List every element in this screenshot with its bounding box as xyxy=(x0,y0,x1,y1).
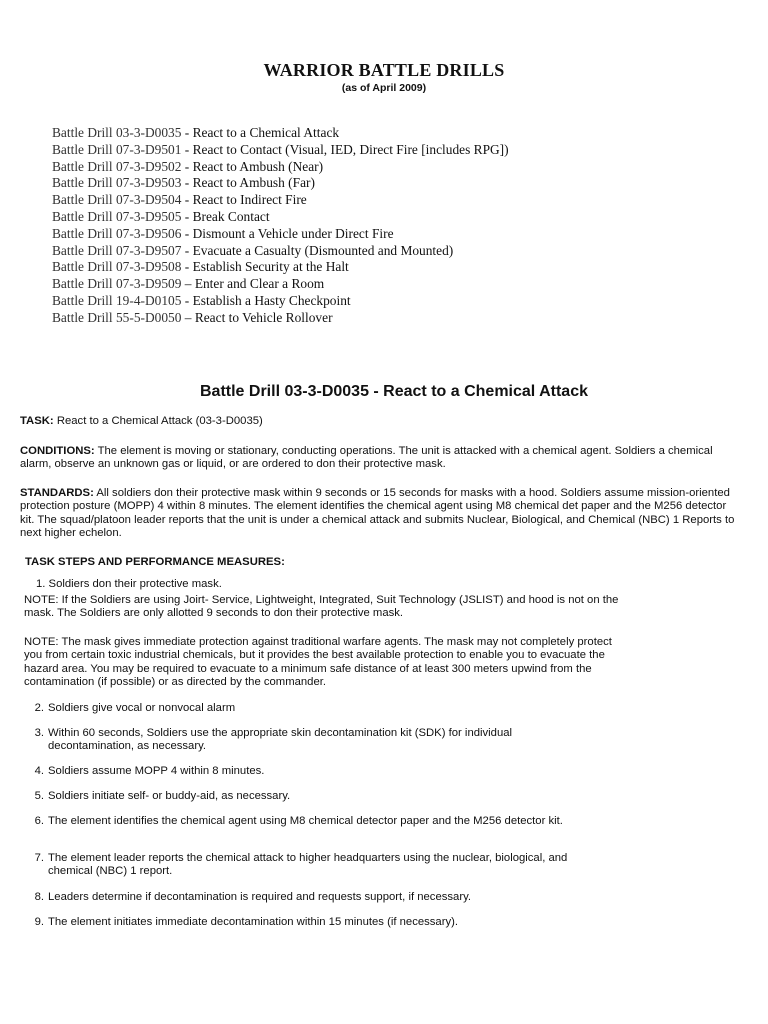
drill-list-item: Battle Drill 07-3-D9505 - Break Contact xyxy=(52,208,270,224)
task-step: 7. The element leader reports the chemical attack to higher headquarters using the nuclear, biological, and chemical (NBC) 1 report. xyxy=(34,852,568,878)
battle-drill-list xyxy=(52,125,752,327)
task-step: 6. The element identifies the chemical agent using M8 chemical detector paper and the M256 detector kit. xyxy=(34,815,563,827)
standards-paragraph xyxy=(20,487,740,541)
step-1: 1. Soldiers don their protective mask. xyxy=(36,578,222,590)
task-step: 9. The element initiates immediate decontamination within 15 minutes (if necessary). xyxy=(34,916,459,928)
drill-list-item: Battle Drill 07-3-D9501 - React to Contact (Visual, IED, Direct Fire [includes RPG]) xyxy=(52,141,509,157)
task-step: 8. Leaders determine if decontamination is required and requests support, if necessary. xyxy=(34,891,472,903)
conditions-label: CONDITIONS: xyxy=(20,445,95,457)
task-paragraph xyxy=(20,415,740,428)
drill-list-item: Battle Drill 55-5-D0050 – React to Vehicle Rollover xyxy=(52,309,333,325)
task-label: TASK: xyxy=(20,415,54,427)
task-step: 2. Soldiers give vocal or nonvocal alarm xyxy=(34,702,236,714)
drill-list-item: Battle Drill 07-3-D9503 - React to Ambush (Far) xyxy=(52,175,315,191)
task-step: 3. Within 60 seconds, Soldiers use the appropriate skin decontamination kit (SDK) for individual decontamination, as necessary. xyxy=(34,727,513,753)
standards-label: STANDARDS: xyxy=(20,487,94,499)
document-title: WARRIOR BATTLE DRILLS xyxy=(263,60,505,80)
note-jslist: NOTE: If the Soldiers are using Joirt- Service, Lightweight, Integrated, Suit Technology (JSLIST) and hood is not on the mask. The Soldiers are only allotted 9 seconds to don their protective mask. xyxy=(24,594,619,620)
task-step: 4. Soldiers assume MOPP 4 within 8 minutes. xyxy=(34,765,265,777)
drill-list-item: Battle Drill 07-3-D9506 - Dismount a Vehicle under Direct Fire xyxy=(52,225,394,241)
drill-list-item: Battle Drill 07-3-D9507 - Evacuate a Casualty (Dismounted and Mounted) xyxy=(52,242,454,258)
drill-list-item: Battle Drill 07-3-D9502 - React to Ambush (Near) xyxy=(52,158,324,174)
document-subtitle: (as of April 2009) xyxy=(341,82,427,94)
task-text: React to a Chemical Attack (03-3-D0035) xyxy=(53,415,263,427)
drill-list-item: Battle Drill 07-3-D9508 - Establish Security at the Halt xyxy=(52,259,349,275)
task-step: 5. Soldiers initiate self- or buddy-aid, as necessary. xyxy=(34,790,291,802)
drill-list-item: Battle Drill 07-3-D9509 – Enter and Clear a Room xyxy=(52,276,325,292)
steps-heading: TASK STEPS AND PERFORMANCE MEASURES: xyxy=(25,556,285,568)
conditions-text: The element is moving or stationary, conducting operations. The unit is attacked with a chemical agent. Soldiers a chemical alarm, observe an unknown gas or liquid, or are ordered to don their protective mask. xyxy=(20,445,713,471)
drill-list-item: Battle Drill 03-3-D0035 - React to a Chemical Attack xyxy=(52,125,340,140)
drill-section-title: Battle Drill 03-3-D0035 - React to a Chemical Attack xyxy=(200,383,588,400)
conditions-paragraph xyxy=(20,445,740,472)
drill-list-item: Battle Drill 19-4-D0105 - Establish a Hasty Checkpoint xyxy=(52,292,351,308)
standards-text: All soldiers don their protective mask within 9 seconds or 15 seconds for masks with a hood. Soldiers assume mission-oriented protection posture (MOPP) 4 within 8 minutes. The element identifies the chemical agent using M8 chemical det paper and the M256 detector kit. The squad/platoon leader reports that the unit is under a chemical attack and submits Nuclear, Biological, and Chemical (NBC) 1 Reports to next higher echelon. xyxy=(20,487,735,540)
drill-list-item: Battle Drill 07-3-D9504 - React to Indirect Fire xyxy=(52,192,307,208)
note-mask-protection: NOTE: The mask gives immediate protection against traditional warfare agents. The mask may not completely protect you from certain toxic industrial chemicals, but it provides the best available protection to enable you to evacuate the hazard area. You may be required to evacuate to a minimum safe distance of at least 300 meters upwind from the contamination (if possible) or as directed by the commander. xyxy=(24,636,612,689)
